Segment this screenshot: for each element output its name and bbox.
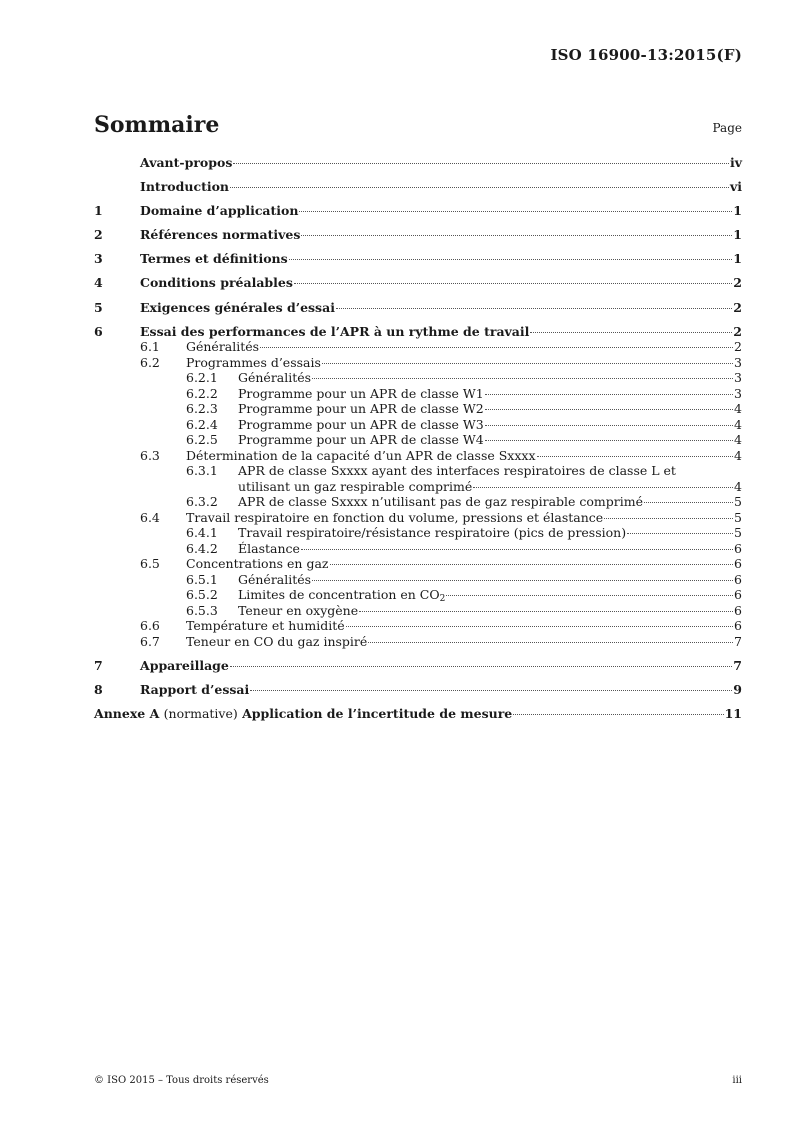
toc-entry-title: Programme pour un APR de classe W3 (238, 416, 484, 432)
toc-entry-number: 6.2.2 (186, 385, 218, 401)
toc-entry-page: 4 (734, 416, 742, 432)
toc-entry-number: 6 (94, 323, 103, 339)
toc-entry-number: 6.4.2 (186, 540, 218, 556)
toc-entry-page: 3 (734, 370, 742, 386)
toc-entry-title: Exigences générales d’essai (140, 299, 335, 315)
dot-leader (312, 580, 733, 581)
toc-entry-page: 6 (734, 618, 742, 634)
dot-leader (485, 425, 733, 426)
page-footer (94, 1075, 742, 1086)
toc-entry-page: 2 (733, 275, 742, 291)
toc-entry-page: 2 (733, 323, 742, 339)
toc-entry-page: 7 (733, 657, 742, 673)
toc-entry-number: 4 (94, 275, 103, 291)
toc-entry-title: Teneur en CO du gaz inspiré (186, 633, 368, 649)
toc-entry-page: 1 (733, 251, 742, 267)
toc-entry-number: 6.3.2 (186, 494, 218, 510)
toc-entry[interactable] (94, 494, 742, 510)
toc-entry-number: 7 (94, 657, 103, 673)
dot-leader (289, 259, 733, 260)
toc-entry-title: APR de classe Sxxxx n’utilisant pas de gaz respirable comprimé (238, 494, 644, 510)
toc-entry-page: 6 (734, 540, 742, 556)
dot-leader (294, 283, 732, 284)
toc-entry-title: Généralités (238, 370, 312, 386)
toc-entry-page: 4 (734, 432, 742, 448)
toc-entry-page: 6 (734, 556, 742, 572)
toc-entry-page: 1 (733, 203, 742, 219)
toc-page-label: Page (712, 121, 742, 135)
toc-entry-title: utilisant un gaz respirable comprimé (238, 478, 473, 494)
toc-entry-number: 6.2.5 (186, 432, 218, 448)
toc-entry[interactable] (94, 587, 742, 603)
document-id: ISO 16900-13:2015(F) (550, 46, 742, 64)
toc-entry[interactable] (94, 339, 742, 355)
toc-title: Sommaire (94, 112, 220, 138)
toc-entry-number: 1 (94, 203, 103, 219)
dot-leader (301, 549, 733, 550)
toc-entry-title: Avant-propos (140, 155, 233, 170)
toc-entry[interactable] (94, 618, 742, 634)
toc-entry-title: Appareillage (140, 657, 229, 673)
toc-entry[interactable] (94, 227, 742, 243)
toc-entry-title: Rapport d’essai (140, 681, 250, 697)
dot-leader (473, 487, 733, 488)
toc-entry-number: 6.5 (140, 556, 160, 572)
toc-entry-title: Programme pour un APR de classe W4 (238, 432, 484, 448)
toc-entry-number: 2 (94, 227, 103, 243)
dot-leader (230, 666, 732, 667)
dot-leader (346, 626, 733, 627)
toc-entry[interactable] (94, 324, 742, 340)
toc-entry-page: 7 (734, 633, 742, 649)
toc-entry[interactable] (94, 634, 742, 650)
annex-label: Annexe A (94, 705, 160, 721)
toc-entry[interactable] (94, 463, 742, 479)
dot-leader (359, 611, 733, 612)
toc-entry-number: 6.5.1 (186, 571, 218, 587)
toc-entry-number: 6.5.2 (186, 587, 218, 603)
table-of-contents (94, 155, 742, 721)
toc-entry-page: 3 (734, 385, 742, 401)
dot-leader (485, 440, 733, 441)
toc-entry-title: Détermination de la capacité d’un APR de classe Sxxxx (186, 447, 536, 463)
toc-entry-number: 6.4.1 (186, 525, 218, 541)
toc-entry[interactable] (94, 572, 742, 588)
toc-entry-title: Travail respiratoire en fonction du volume, pressions et élastance (186, 509, 604, 525)
toc-entry-number: 6.2.3 (186, 401, 218, 417)
toc-entry-title: APR de classe Sxxxx ayant des interfaces respiratoires de classe L et (238, 463, 676, 479)
toc-entry[interactable] (94, 417, 742, 433)
dot-leader (446, 595, 733, 596)
toc-entry-page: 1 (733, 227, 742, 243)
dot-leader (301, 235, 732, 236)
dot-leader (530, 332, 732, 333)
toc-entry-page: 6 (734, 571, 742, 587)
dot-leader (330, 564, 734, 565)
toc-entry-page: 5 (734, 509, 742, 525)
toc-entry-annex[interactable] (94, 706, 742, 722)
toc-entry[interactable] (94, 658, 742, 674)
toc-entry-number: 6.4 (140, 509, 160, 525)
toc-entry[interactable] (94, 525, 742, 541)
toc-entry-title: Références normatives (140, 227, 301, 243)
dot-leader (336, 308, 732, 309)
toc-entry-title: Programme pour un APR de classe W1 (238, 385, 484, 401)
toc-entry-page: 4 (734, 401, 742, 417)
toc-entry-number: 6.6 (140, 618, 160, 634)
toc-entry[interactable] (94, 556, 742, 572)
toc-entry-number: 5 (94, 299, 103, 315)
dot-leader (513, 714, 723, 715)
toc-entry-title: Termes et définitions (140, 251, 288, 267)
toc-entry-title: Essai des performances de l’APR à un rythme de travail (140, 323, 530, 339)
toc-entry-title: Concentrations en gaz (186, 556, 329, 572)
toc-entry-number: 8 (94, 681, 103, 697)
dot-leader (312, 378, 733, 379)
dot-leader (485, 409, 733, 410)
toc-entry-page: 11 (724, 705, 742, 721)
toc-entry-title: Programme pour un APR de classe W2 (238, 401, 484, 417)
subscript: 2 (439, 594, 446, 605)
toc-entry[interactable] (94, 275, 742, 291)
toc-entry-number: 6.7 (140, 633, 160, 649)
dot-leader (644, 502, 733, 503)
toc-entry-number: 6.2.1 (186, 370, 218, 386)
dot-leader (604, 518, 733, 519)
dot-leader (485, 394, 733, 395)
dot-leader (322, 363, 733, 364)
dot-leader (260, 347, 733, 348)
dot-leader (627, 533, 733, 534)
toc-entry[interactable] (94, 479, 742, 495)
toc-entry[interactable] (94, 682, 742, 698)
toc-entry-title: Généralités (238, 571, 312, 587)
dot-leader (537, 456, 734, 457)
toc-entry-number: 6.2.4 (186, 416, 218, 432)
toc-entry[interactable] (94, 541, 742, 557)
toc-entry[interactable] (94, 386, 742, 402)
toc-entry-title-text: Limites de concentration en CO (238, 587, 440, 603)
annex-note: (normative) (163, 705, 238, 721)
copyright-notice: © ISO 2015 – Tous droits réservés (94, 1075, 269, 1086)
toc-entry-title: Programmes d’essais (186, 354, 321, 370)
toc-entry-number: 6.3.1 (186, 463, 218, 479)
dot-leader (299, 211, 732, 212)
dot-leader (230, 187, 729, 188)
toc-header (94, 112, 742, 138)
dot-leader (368, 642, 733, 643)
toc-entry-title: Conditions préalables (140, 275, 293, 291)
toc-entry-page: vi (729, 179, 742, 195)
toc-entry-page: 2 (733, 299, 742, 315)
toc-entry-page: 4 (734, 447, 742, 463)
toc-entry-title: Travail respiratoire/résistance respiratoire (pics de pression) (238, 525, 627, 541)
toc-entry-page: 6 (734, 602, 742, 618)
toc-entry-page: 2 (734, 339, 742, 355)
toc-entry[interactable] (94, 603, 742, 619)
dot-leader (233, 163, 729, 164)
toc-entry-number: 6.2 (140, 354, 160, 370)
toc-entry[interactable] (94, 401, 742, 417)
toc-entry-title: Introduction (140, 179, 230, 195)
toc-entry-page: 5 (734, 494, 742, 510)
toc-entry[interactable] (94, 370, 742, 386)
toc-entry-page: 3 (734, 354, 742, 370)
toc-entry[interactable] (94, 510, 742, 526)
toc-entry-title: Domaine d’application (140, 203, 299, 219)
toc-entry-number: 3 (94, 251, 103, 267)
toc-entry-number: 6.5.3 (186, 602, 218, 618)
annex-title: Application de l’incertitude de mesure (242, 705, 513, 721)
toc-entry-title: Généralités (186, 339, 260, 355)
toc-entry[interactable] (94, 251, 742, 267)
toc-entry-number: 6.3 (140, 447, 160, 463)
toc-entry-page: 4 (734, 478, 742, 494)
toc-entry-page: 6 (734, 587, 742, 603)
toc-entry[interactable] (94, 203, 742, 219)
toc-entry-page: 5 (734, 525, 742, 541)
toc-entry-number: 6.1 (140, 339, 160, 355)
toc-entry-title: Température et humidité (186, 618, 345, 634)
toc-entry[interactable] (94, 448, 742, 464)
toc-entry[interactable] (94, 355, 742, 371)
dot-leader (250, 690, 732, 691)
toc-entry[interactable] (94, 300, 742, 316)
toc-entry[interactable] (94, 155, 742, 171)
toc-entry[interactable] (94, 432, 742, 448)
toc-entry-page: iv (729, 155, 742, 170)
toc-entry-title: Élastance (238, 540, 300, 556)
toc-entry[interactable] (94, 179, 742, 195)
toc-entry-page: 9 (733, 681, 742, 697)
page-number: iii (732, 1075, 742, 1086)
toc-entry-title (238, 587, 445, 603)
toc-entry-title: Teneur en oxygène (238, 602, 359, 618)
